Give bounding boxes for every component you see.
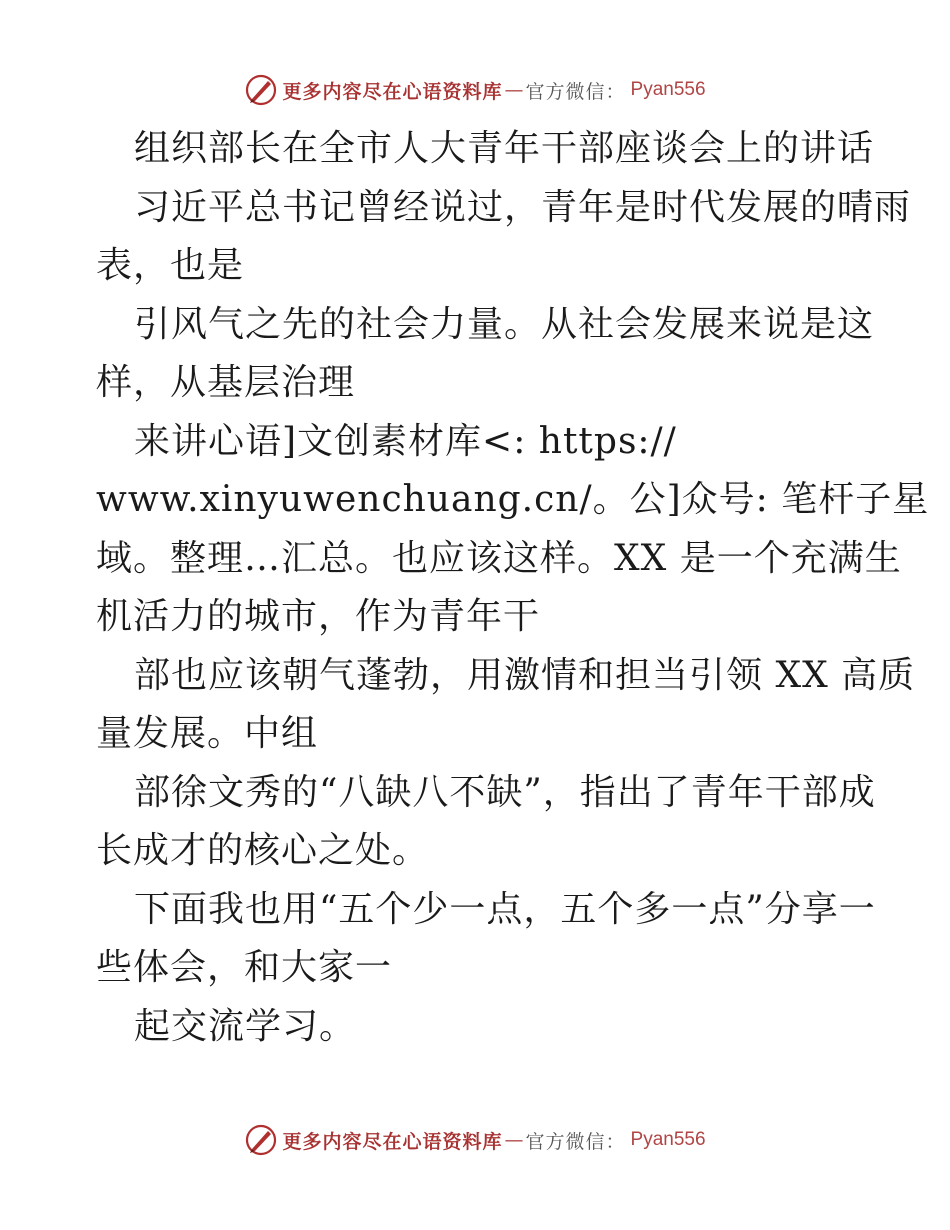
doc-line: 部徐文秀的“八缺八不缺”，指出了青年干部成 bbox=[134, 771, 876, 813]
doc-line: 部也应该朝气蓬勃，用激情和担当引领 XX 高质 bbox=[134, 654, 916, 696]
doc-line: 表，也是 bbox=[96, 245, 245, 286]
doc-line: 域。整理…汇总。也应该这样。XX 是一个充满生 bbox=[96, 537, 902, 579]
watermark-wechat-id: Pyan556 bbox=[630, 1129, 706, 1150]
doc-line: 量发展。中组 bbox=[96, 713, 319, 754]
doc-line: 起交流学习。 bbox=[134, 1005, 357, 1047]
doc-line: 组织部长在全市人大青年干部座谈会上的讲话 bbox=[134, 128, 875, 169]
doc-line: 习近平总书记曾经说过，青年是时代发展的晴雨 bbox=[134, 186, 912, 228]
doc-line: 长成才的核心之处。 bbox=[96, 830, 430, 871]
doc-line: 来讲心语]文创素材库<: https:// bbox=[134, 420, 677, 462]
doc-line: 样，从基层治理 bbox=[96, 362, 356, 403]
header-watermark bbox=[0, 70, 950, 110]
watermark-wechat-label: 官方微信 bbox=[525, 1130, 606, 1153]
quill-pen-icon bbox=[244, 73, 278, 107]
doc-line: 引风气之先的社会力量。从社会发展来说是这 bbox=[134, 303, 875, 345]
watermark-wechat-id: Pyan556 bbox=[630, 79, 706, 100]
watermark-main-text: 更多内容尽在心语资料库 bbox=[282, 80, 503, 103]
watermark-dash: — bbox=[504, 79, 524, 101]
doc-line: 下面我也用“五个少一点，五个多一点”分享一 bbox=[134, 888, 876, 930]
watermark-colon: ： bbox=[605, 1130, 625, 1153]
watermark-dash: — bbox=[504, 1129, 524, 1151]
watermark-colon: ： bbox=[605, 80, 625, 103]
doc-line: www.xinyuwenchuang.cn/。公]众号: 笔杆子星 bbox=[96, 479, 930, 520]
quill-pen-icon bbox=[244, 1123, 278, 1157]
doc-line: 机活力的城市，作为青年干 bbox=[96, 596, 541, 637]
footer-watermark bbox=[0, 1120, 950, 1160]
doc-line: 些体会，和大家一 bbox=[96, 947, 393, 988]
watermark-wechat-label: 官方微信 bbox=[525, 80, 606, 103]
watermark-main-text: 更多内容尽在心语资料库 bbox=[282, 1130, 503, 1153]
document-body bbox=[96, 120, 930, 1056]
